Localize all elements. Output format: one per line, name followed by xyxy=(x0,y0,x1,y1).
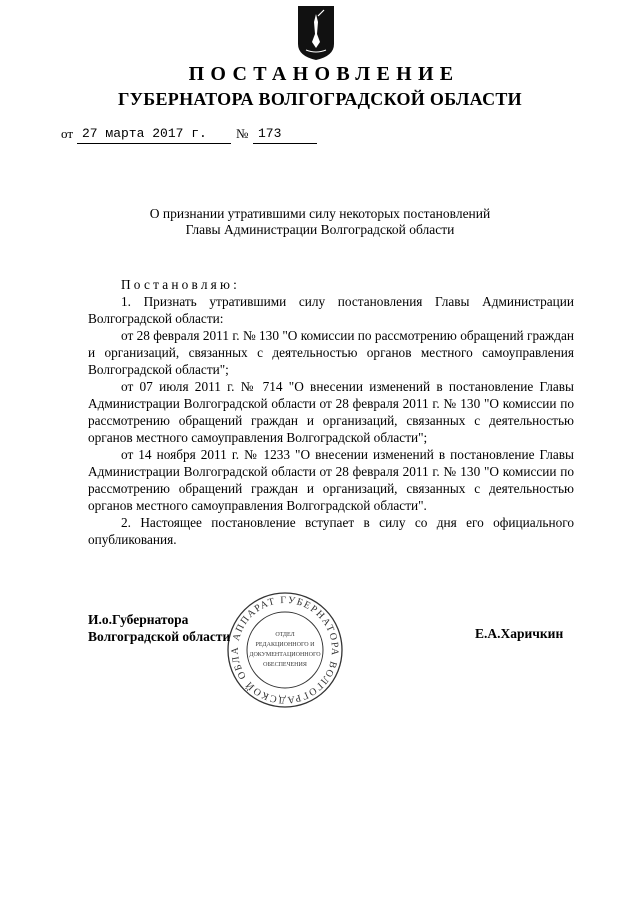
paragraph-4: от 14 ноября 2011 г. № 1233 "О внесении изменений в постановление Главы Администрации Волгоградской области от 28 февраля 2011 г. № 130 "О комиссии по рассмотрению обращений граждан и организаций, связанных с деятельностью органов местного самоуправления Волгоградской области". xyxy=(88,447,574,513)
paragraph-5: 2. Настоящее постановление вступает в силу со дня его официального опубликования. xyxy=(88,515,574,547)
coat-of-arms-emblem xyxy=(296,4,336,62)
signatory-name: Е.А.Харичкин xyxy=(475,626,564,641)
document-date: 27 марта 2017 г. xyxy=(77,125,231,144)
stamp-center-line-3: ДОКУМЕНТАЦИОННОГО xyxy=(249,652,321,658)
stamp-center-line-1: ОТДЕЛ xyxy=(275,632,295,638)
subject-line-1: О признании утратившими силу некоторых постановлений xyxy=(149,206,491,221)
document-title: ПОСТАНОВЛЕНИЕ xyxy=(188,63,460,85)
official-stamp xyxy=(225,590,345,710)
document-number: 173 xyxy=(253,125,317,144)
decree-word: Постановляю: xyxy=(121,277,241,292)
date-prefix: от xyxy=(61,126,74,141)
subject-line-2: Главы Администрации Волгоградской области xyxy=(185,222,455,237)
document-subtitle: ГУБЕРНАТОРА ВОЛГОГРАДСКОЙ ОБЛАСТИ xyxy=(118,89,522,109)
stamp-center-line-4: ОБЕСПЕЧЕНИЯ xyxy=(263,662,307,668)
document-subject xyxy=(70,206,570,238)
signatory-position xyxy=(88,611,230,645)
stamp-ring-text: АППАРАТ ГУБЕРНАТОРА ВОЛГОГРАДСКОЙ ОБЛА xyxy=(229,594,341,706)
signatory-position-line-1: И.о.Губернатора xyxy=(88,612,189,627)
stamp-center-line-2: РЕДАКЦИОННОГО И xyxy=(255,642,315,648)
paragraph-1: 1. Признать утратившими силу постановления Главы Администрации Волгоградской области: xyxy=(88,294,574,326)
signatory-position-line-2: Волгоградской области xyxy=(88,629,231,644)
number-prefix: № xyxy=(236,126,249,141)
paragraph-2: от 28 февраля 2011 г. № 130 "О комиссии по рассмотрению обращений граждан и организаций, связанных с деятельностью органов местного самоуправления Волгоградской области"; xyxy=(88,328,574,377)
document-body xyxy=(88,276,574,548)
paragraph-3: от 07 июля 2011 г. № 714 "О внесении изменений в постановление Главы Администрации Волгоградской области от 28 февраля 2011 г. № 130 "О комиссии по рассмотрению обращений граждан и организаций, связанных с деятельностью органов местного самоуправления Волгоградской области"; xyxy=(88,379,574,445)
